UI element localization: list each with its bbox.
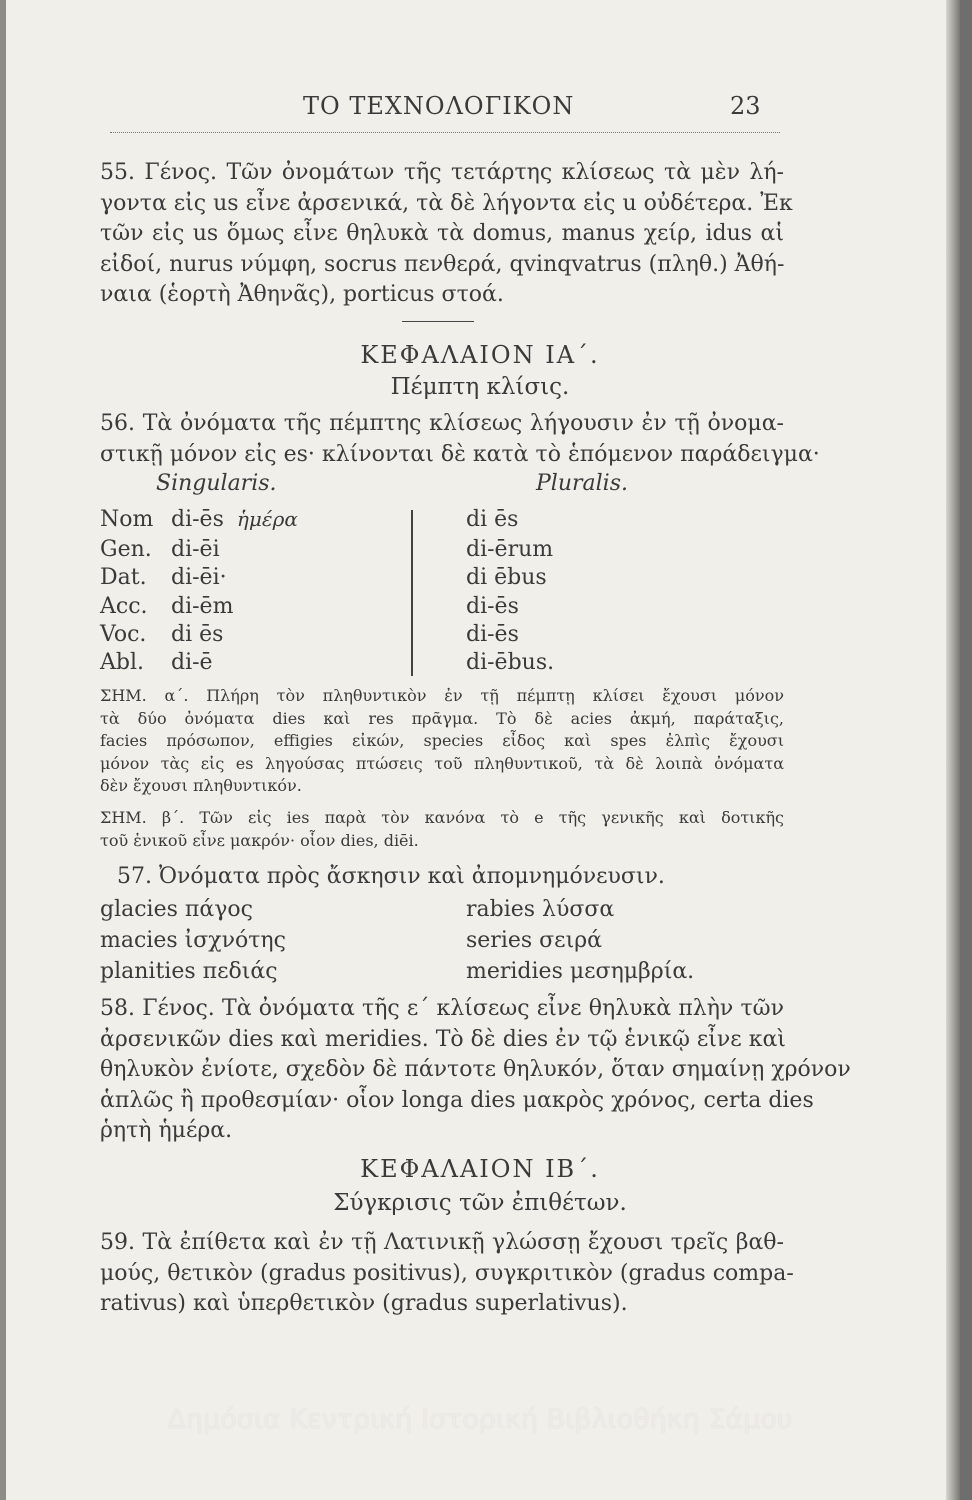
note-line: μόνον τὰς εἰς es ληγούσας πτώσεις τοῦ πληθυντικοῦ, τὰ δὲ λοιπὰ ὀνόματα: [100, 753, 784, 773]
case-label: Nom: [100, 507, 154, 532]
case-label: Gen.: [100, 537, 152, 562]
gloss: ἡμέρα: [236, 507, 298, 531]
note-alpha: [100, 685, 784, 798]
paragraph-line: εἰδοί, nurus νύμφη, socrus πενθερά, qvinqvatrus (πληθ.) Ἀθή-: [100, 251, 785, 277]
paragraph-57-heading: 57. Ὀνόματα πρὸς ἄσκησιν καὶ ἀπομνημόνευσιν.: [117, 864, 665, 889]
page-edge-right: [946, 0, 960, 1500]
paragraph-line: ῥητὴ ἡμέρα.: [100, 1118, 233, 1143]
paragraph-line: ναια (ἑορτὴ Ἀθηνᾶς), porticus στοά.: [100, 282, 504, 307]
page-edge-left: [0, 0, 6, 1500]
plural-form: di ēbus: [466, 565, 547, 590]
plural-form: di-ēbus.: [466, 650, 555, 675]
case-label: Dat.: [100, 565, 147, 590]
note-line: τοῦ ἑνικοῦ εἶνε μακρόν· οἷον dies, diēi.: [100, 830, 419, 850]
chapter-subtitle-11: Πέμπτη κλίσις.: [390, 374, 570, 400]
page-number: 23: [730, 92, 761, 120]
vocab-left-item: macies ἰσχνότης: [100, 928, 286, 953]
case-label: Abl.: [100, 650, 144, 675]
chapter-title-12: ΚΕΦΑΛΑΙΟΝ ΙΒ΄.: [360, 1155, 600, 1183]
singular-form: di-ēi·: [171, 565, 227, 590]
plural-form: di-ēs: [466, 594, 519, 619]
paragraph-line: τῶν εἰς us ὅμως εἶνε θηλυκὰ τὰ domus, manus χείρ, idus αἱ: [100, 221, 784, 246]
paragraph-55: [100, 158, 793, 311]
singular-form: di-ē: [171, 650, 213, 675]
chapter-subtitle-12: Σύγκρισις τῶν ἐπιθέτων.: [333, 1190, 627, 1216]
running-header-title: ΤΟ ΤΕΧΝΟΛΟΓΙΚΟΝ: [303, 92, 575, 120]
vocab-right-item: series σειρά: [466, 928, 602, 953]
note-line: ΣΗΜ. α΄. Πλήρη τὸν πληθυντικὸν ἐν τῇ πέμπτῃ κλίσει ἔχουσι μόνον: [100, 686, 784, 705]
paragraph-56: [100, 409, 820, 470]
table-row: [100, 594, 233, 619]
paragraph-line: γοντα εἰς us εἶνε ἀρσενικά, τὰ δὲ λήγοντα εἰς u οὐδέτερα. Ἐκ: [100, 190, 793, 216]
singular-form: di-ēi: [171, 537, 220, 562]
vocab-left-item: glacies πάγος: [100, 897, 253, 922]
paragraph-line: rativus) καὶ ὑπερθετικὸν (gradus superlativus).: [100, 1291, 628, 1316]
table-row: [100, 537, 220, 562]
paragraph-line: 59. Τὰ ἐπίθετα καὶ ἐν τῇ Λατινικῇ γλώσσῃ ἔχουσι τρεῖς βαθ-: [100, 1230, 784, 1255]
table-divider: [411, 510, 413, 676]
paragraph-line: 58. Γένος. Τὰ ὀνόματα τῆς ε΄ κλίσεως εἶνε θηλυκὰ πλὴν τῶν: [100, 996, 784, 1021]
paragraph-line: ἁπλῶς ἢ προθεσμίαν· οἷον longa dies μακρὸς χρόνος, certa dies: [100, 1087, 814, 1113]
singular-form: di-ēs: [171, 507, 224, 532]
paragraph-line: 55. Γένος. Τῶν ὀνομάτων τῆς τετάρτης κλίσεως τὰ μὲν λή-: [100, 160, 784, 185]
paragraph-line: ἀρσενικῶν dies καὶ meridies. Τὸ δὲ dies ἐν τῷ ἑνικῷ εἶνε καὶ: [100, 1026, 786, 1052]
singular-form: di-ēm: [171, 594, 234, 619]
chapter-title-11: ΚΕΦΑΛΑΙΟΝ ΙΑ΄.: [360, 341, 600, 369]
singular-header: Singularis.: [156, 471, 277, 496]
library-watermark: Δημόσια Κεντρική Ιστορική Βιβλιοθήκη Σάμου: [167, 1404, 793, 1435]
note-line: facies πρόσωπον, effigies εἰκών, species εἶδος καὶ spes ἐλπὶς ἔχουσι: [100, 731, 784, 750]
singular-form: di ēs: [171, 622, 224, 647]
plural-form: di-ērum: [466, 537, 554, 562]
table-row: [100, 622, 223, 647]
paragraph-line: μούς, θετικὸν (gradus positivus), συγκριτικὸν (gradus compa-: [100, 1260, 794, 1286]
paragraph-line: θηλυκὸν ἐνίοτε, σχεδὸν δὲ πάντοτε θηλυκόν, ὅταν σημαίνῃ χρόνον: [100, 1057, 851, 1082]
note-beta: [100, 807, 784, 852]
case-label: Voc.: [100, 622, 147, 647]
vocab-right-item: rabies λύσσα: [466, 897, 615, 922]
note-line: ΣΗΜ. β΄. Τῶν εἰς ies παρὰ τὸν κανόνα τὸ e τῆς γενικῆς καὶ δοτικῆς: [100, 808, 784, 827]
paragraph-58: [100, 994, 851, 1147]
header-rule: [110, 132, 780, 133]
table-row: [100, 650, 213, 675]
paragraph-59: [100, 1228, 794, 1320]
paragraph-line: 56. Τὰ ὀνόματα τῆς πέμπτης κλίσεως λήγουσιν ἐν τῇ ὀνομα-: [100, 411, 784, 436]
note-line: δὲν ἔχουσι πληθυντικόν.: [100, 776, 302, 795]
paragraph-line: στικῇ μόνον εἰς es· κλίνονται δὲ κατὰ τὸ ἑπόμενον παράδειγμα·: [100, 441, 820, 467]
plural-header: Pluralis.: [536, 471, 628, 496]
plural-form: di-ēs: [466, 622, 519, 647]
vocab-right-item: meridies μεσημβρία.: [466, 959, 695, 984]
table-row: [100, 565, 227, 590]
plural-form: di ēs: [466, 507, 519, 532]
vocab-left-item: planities πεδιάς: [100, 959, 278, 984]
note-line: τὰ δύο ὀνόματα dies καὶ res πρᾶγμα. Τὸ δὲ acies ἀκμή, παράταξις,: [100, 708, 784, 728]
case-label: Acc.: [100, 594, 148, 619]
table-row: [100, 507, 298, 532]
section-rule: [402, 321, 474, 322]
